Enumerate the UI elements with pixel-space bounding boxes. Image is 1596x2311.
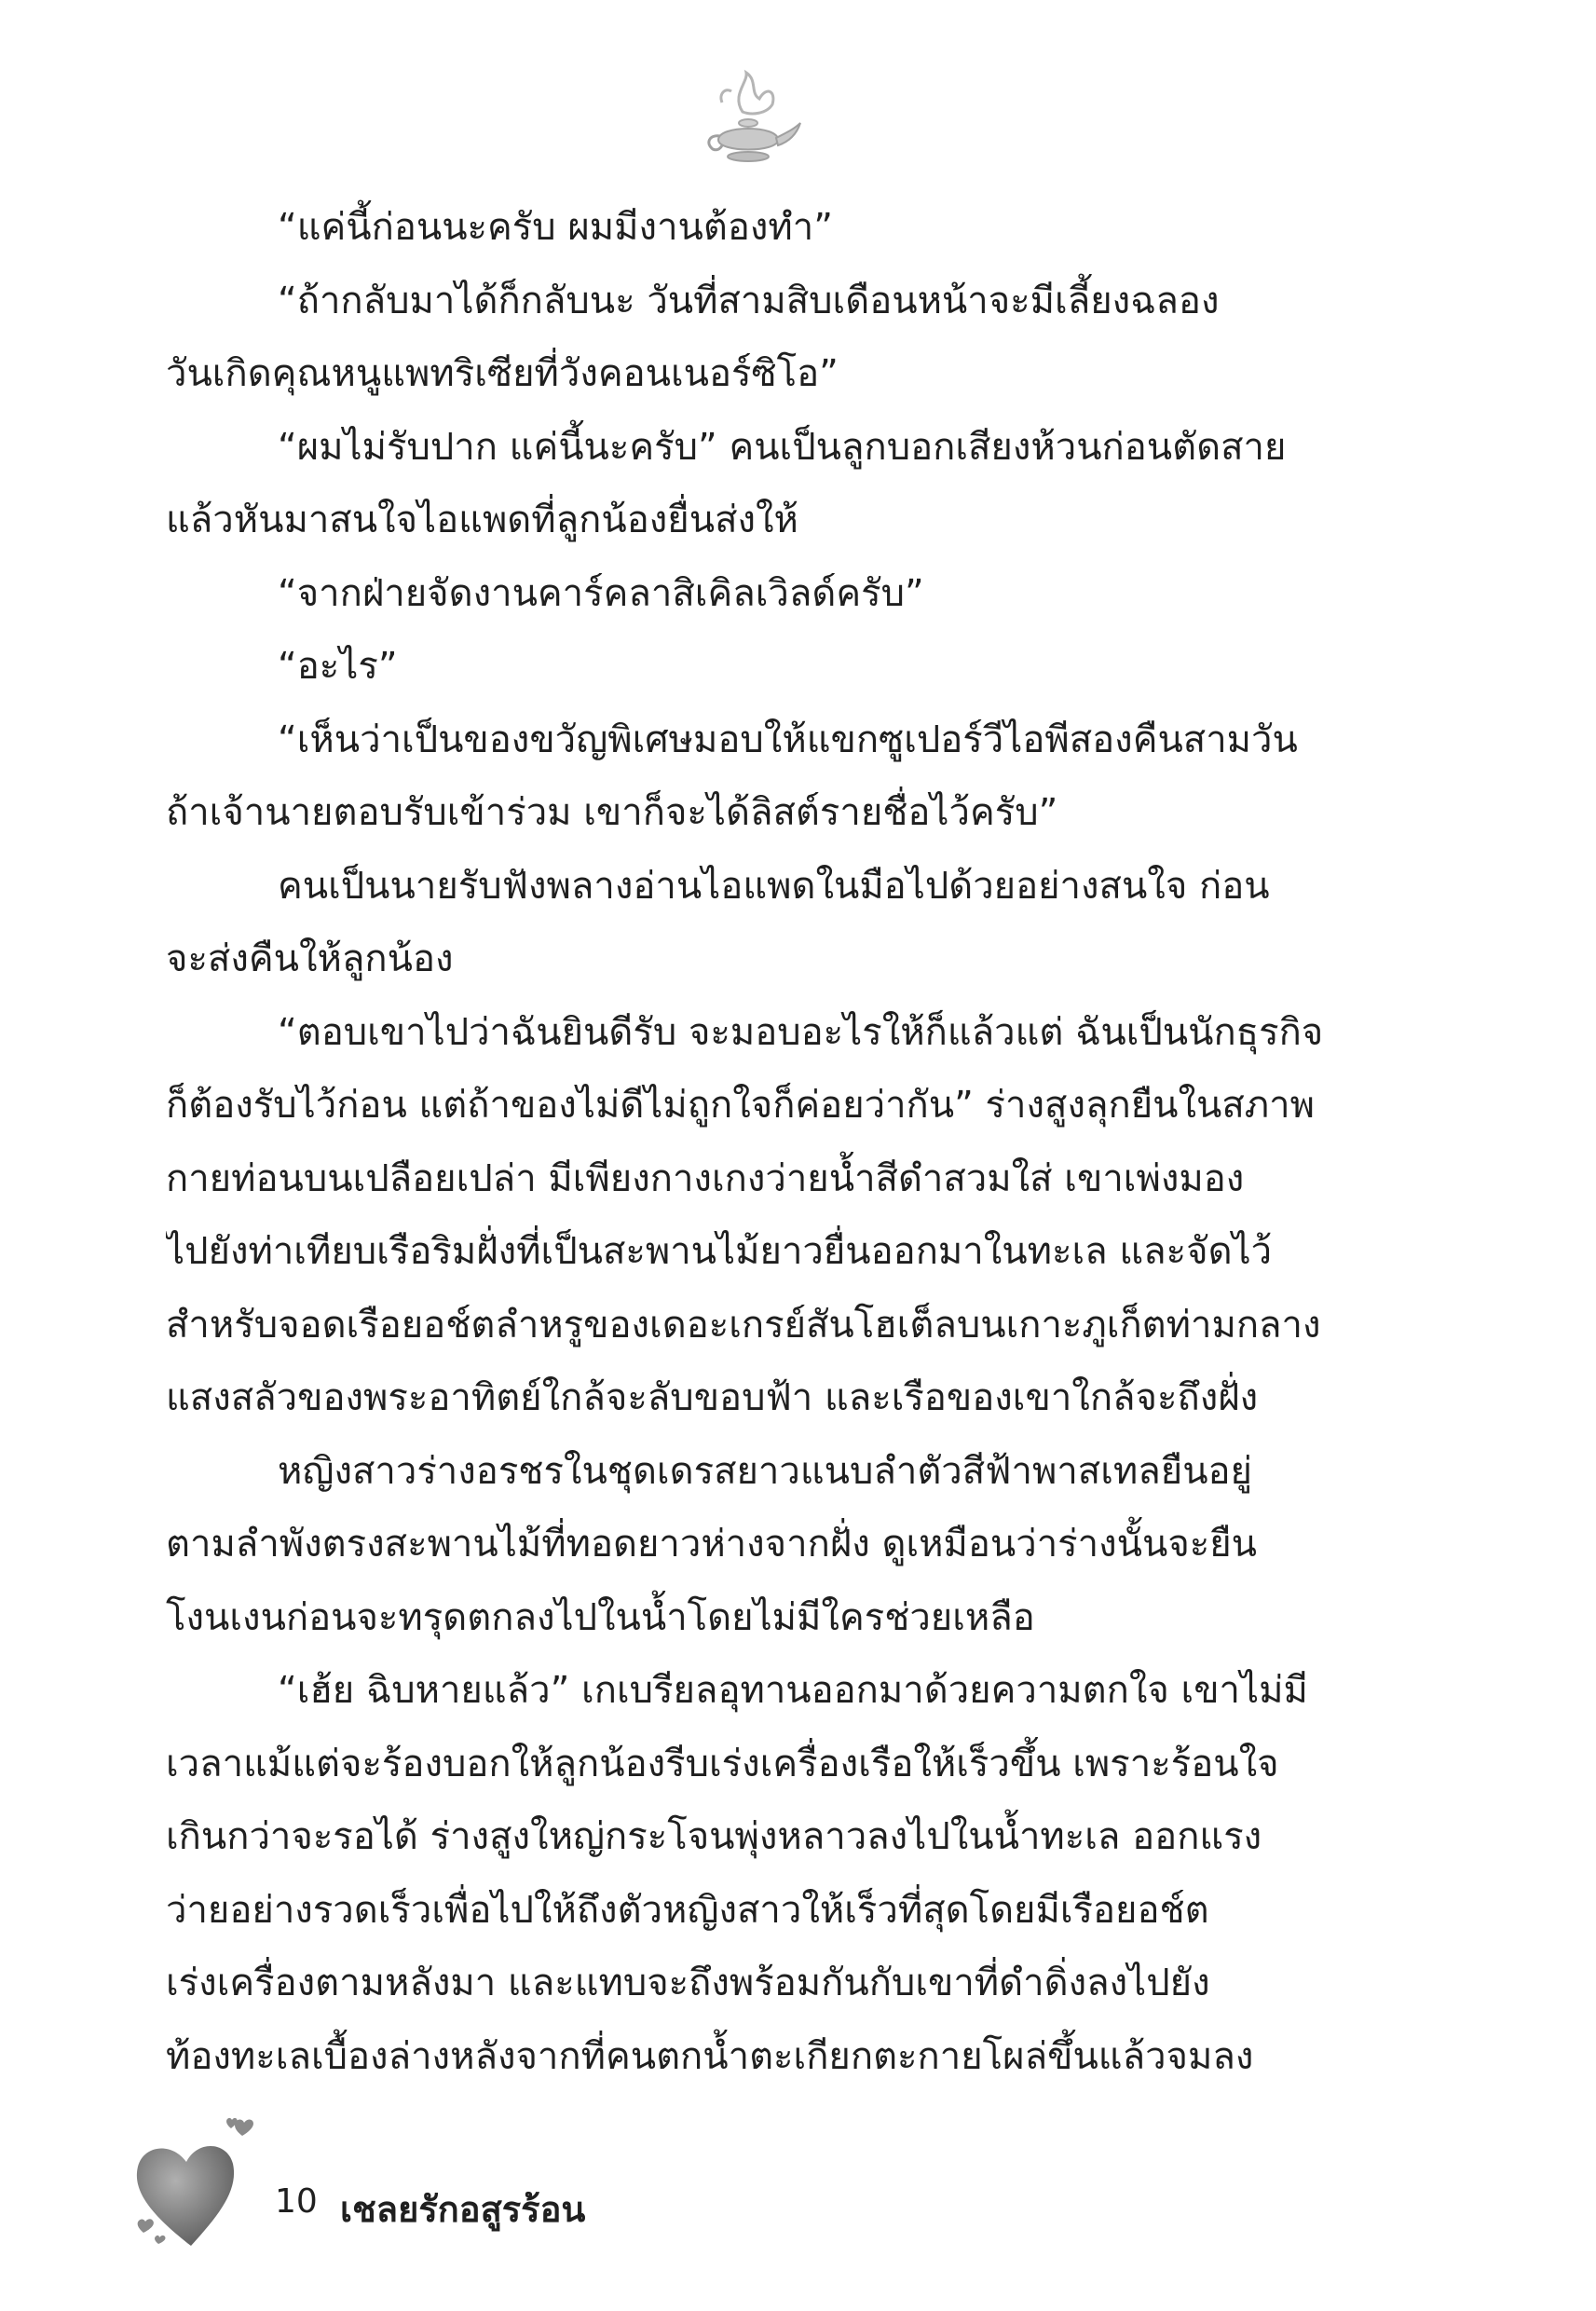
page-number: 10 xyxy=(275,2182,318,2221)
magic-lamp-icon xyxy=(694,67,806,179)
text-line: ถ้าเจ้านายตอบรับเข้าร่วม เขาก็จะได้ลิสต์รายชื่อไว้ครับ” xyxy=(166,791,1058,834)
body-text xyxy=(166,191,1335,2093)
text-line: “เห็นว่าเป็นของขวัญพิเศษมอบให้แขกซูเปอร์วีไอพีสองคืนสามวัน xyxy=(278,718,1298,761)
text-line: แล้วหันมาสนใจไอแพดที่ลูกน้องยื่นส่งให้ xyxy=(166,499,798,541)
book-title: เชลยรักอสูรร้อน xyxy=(340,2189,586,2230)
text-line: จะส่งคืนให้ลูกน้อง xyxy=(166,937,454,980)
hearts-icon xyxy=(130,2115,261,2255)
text-line: ไปยังท่าเทียบเรือริมฝั่งที่เป็นสะพานไม้ยาวยื่นออกมาในทะเล และจัดไว้ xyxy=(166,1230,1273,1273)
text-line: หญิงสาวร่างอรชรในชุดเดรสยาวแนบลำตัวสีฟ้าพาสเทลยืนอยู่ xyxy=(278,1449,1252,1493)
text-line: เร่งเครื่องตามหลังมา และแทบจะถึงพร้อมกันกับเขาที่ดำดิ่งลงไปยัง xyxy=(166,1962,1210,2004)
page-footer xyxy=(130,2115,783,2255)
text-line: สำหรับจอดเรือยอช์ตลำหรูของเดอะเกรย์สันโฮเต็ลบนเกาะภูเก็ตท่ามกลาง xyxy=(166,1303,1321,1347)
text-line: โงนเงนก่อนจะทรุดตกลงไปในน้ำโดยไม่มีใครช่วยเหลือ xyxy=(166,1595,1035,1639)
text-line: เวลาแม้แต่จะร้องบอกให้ลูกน้องรีบเร่งเครื่องเรือให้เร็วขึ้น เพราะร้อนใจ xyxy=(166,1742,1279,1785)
text-line: คนเป็นนายรับฟังพลางอ่านไอแพดในมือไปด้วยอย่างสนใจ ก่อน xyxy=(278,864,1270,908)
text-line: แสงสลัวของพระอาทิตย์ใกล้จะลับขอบฟ้า และเรือของเขาใกล้จะถึงฝั่ง xyxy=(166,1376,1259,1419)
text-line: ตามลำพังตรงสะพานไม้ที่ทอดยาวห่างจากฝั่ง ดูเหมือนว่าร่างนั้นจะยืน xyxy=(166,1523,1258,1566)
text-line: ว่ายอย่างรวดเร็วเพื่อไปให้ถึงตัวหญิงสาวให้เร็วที่สุดโดยมีเรือยอช์ต xyxy=(166,1888,1209,1932)
text-line: เกินกว่าจะรอได้ ร่างสูงใหญ่กระโจนพุ่งหลาวลงไปในน้ำทะเล ออกแรง xyxy=(166,1815,1262,1858)
text-line: ก็ต้องรับไว้ก่อน แต่ถ้าของไม่ดีไม่ถูกใจก็ค่อยว่ากัน” ร่างสูงลุกยืนในสภาพ xyxy=(166,1084,1315,1127)
text-line: “ผมไม่รับปาก แค่นี้นะครับ” คนเป็นลูกบอกเสียงห้วนก่อนตัดสาย xyxy=(278,425,1287,469)
text-line: “เฮ้ย ฉิบหายแล้ว” เกเบรียลอุทานออกมาด้วยความตกใจ เขาไม่มี xyxy=(278,1669,1308,1712)
text-line: “อะไร” xyxy=(278,645,398,688)
text-line: “แค่นี้ก่อนนะครับ ผมมีงานต้องทำ” xyxy=(278,206,833,249)
text-line: วันเกิดคุณหนูแพทริเซียที่วังคอนเนอร์ซิโอ” xyxy=(166,352,839,395)
text-line: “ตอบเขาไปว่าฉันยินดีรับ จะมอบอะไรให้ก็แล้วแต่ ฉันเป็นนักธุรกิจ xyxy=(278,1010,1324,1054)
text-line: “ถ้ากลับมาได้ก็กลับนะ วันที่สามสิบเดือนหน้าจะมีเลี้ยงฉลอง xyxy=(278,279,1220,322)
text-line: กายท่อนบนเปลือยเปล่า มีเพียงกางเกงว่ายน้ำสีดำสวมใส่ เขาเพ่งมอง xyxy=(166,1156,1245,1200)
text-line: “จากฝ่ายจัดงานคาร์คลาสิเคิลเวิลด์ครับ” xyxy=(278,571,924,615)
text-line: ท้องทะเลเบื้องล่างหลังจากที่คนตกน้ำตะเกียกตะกายโผล่ขึ้นแล้วจมลง xyxy=(166,2034,1254,2078)
